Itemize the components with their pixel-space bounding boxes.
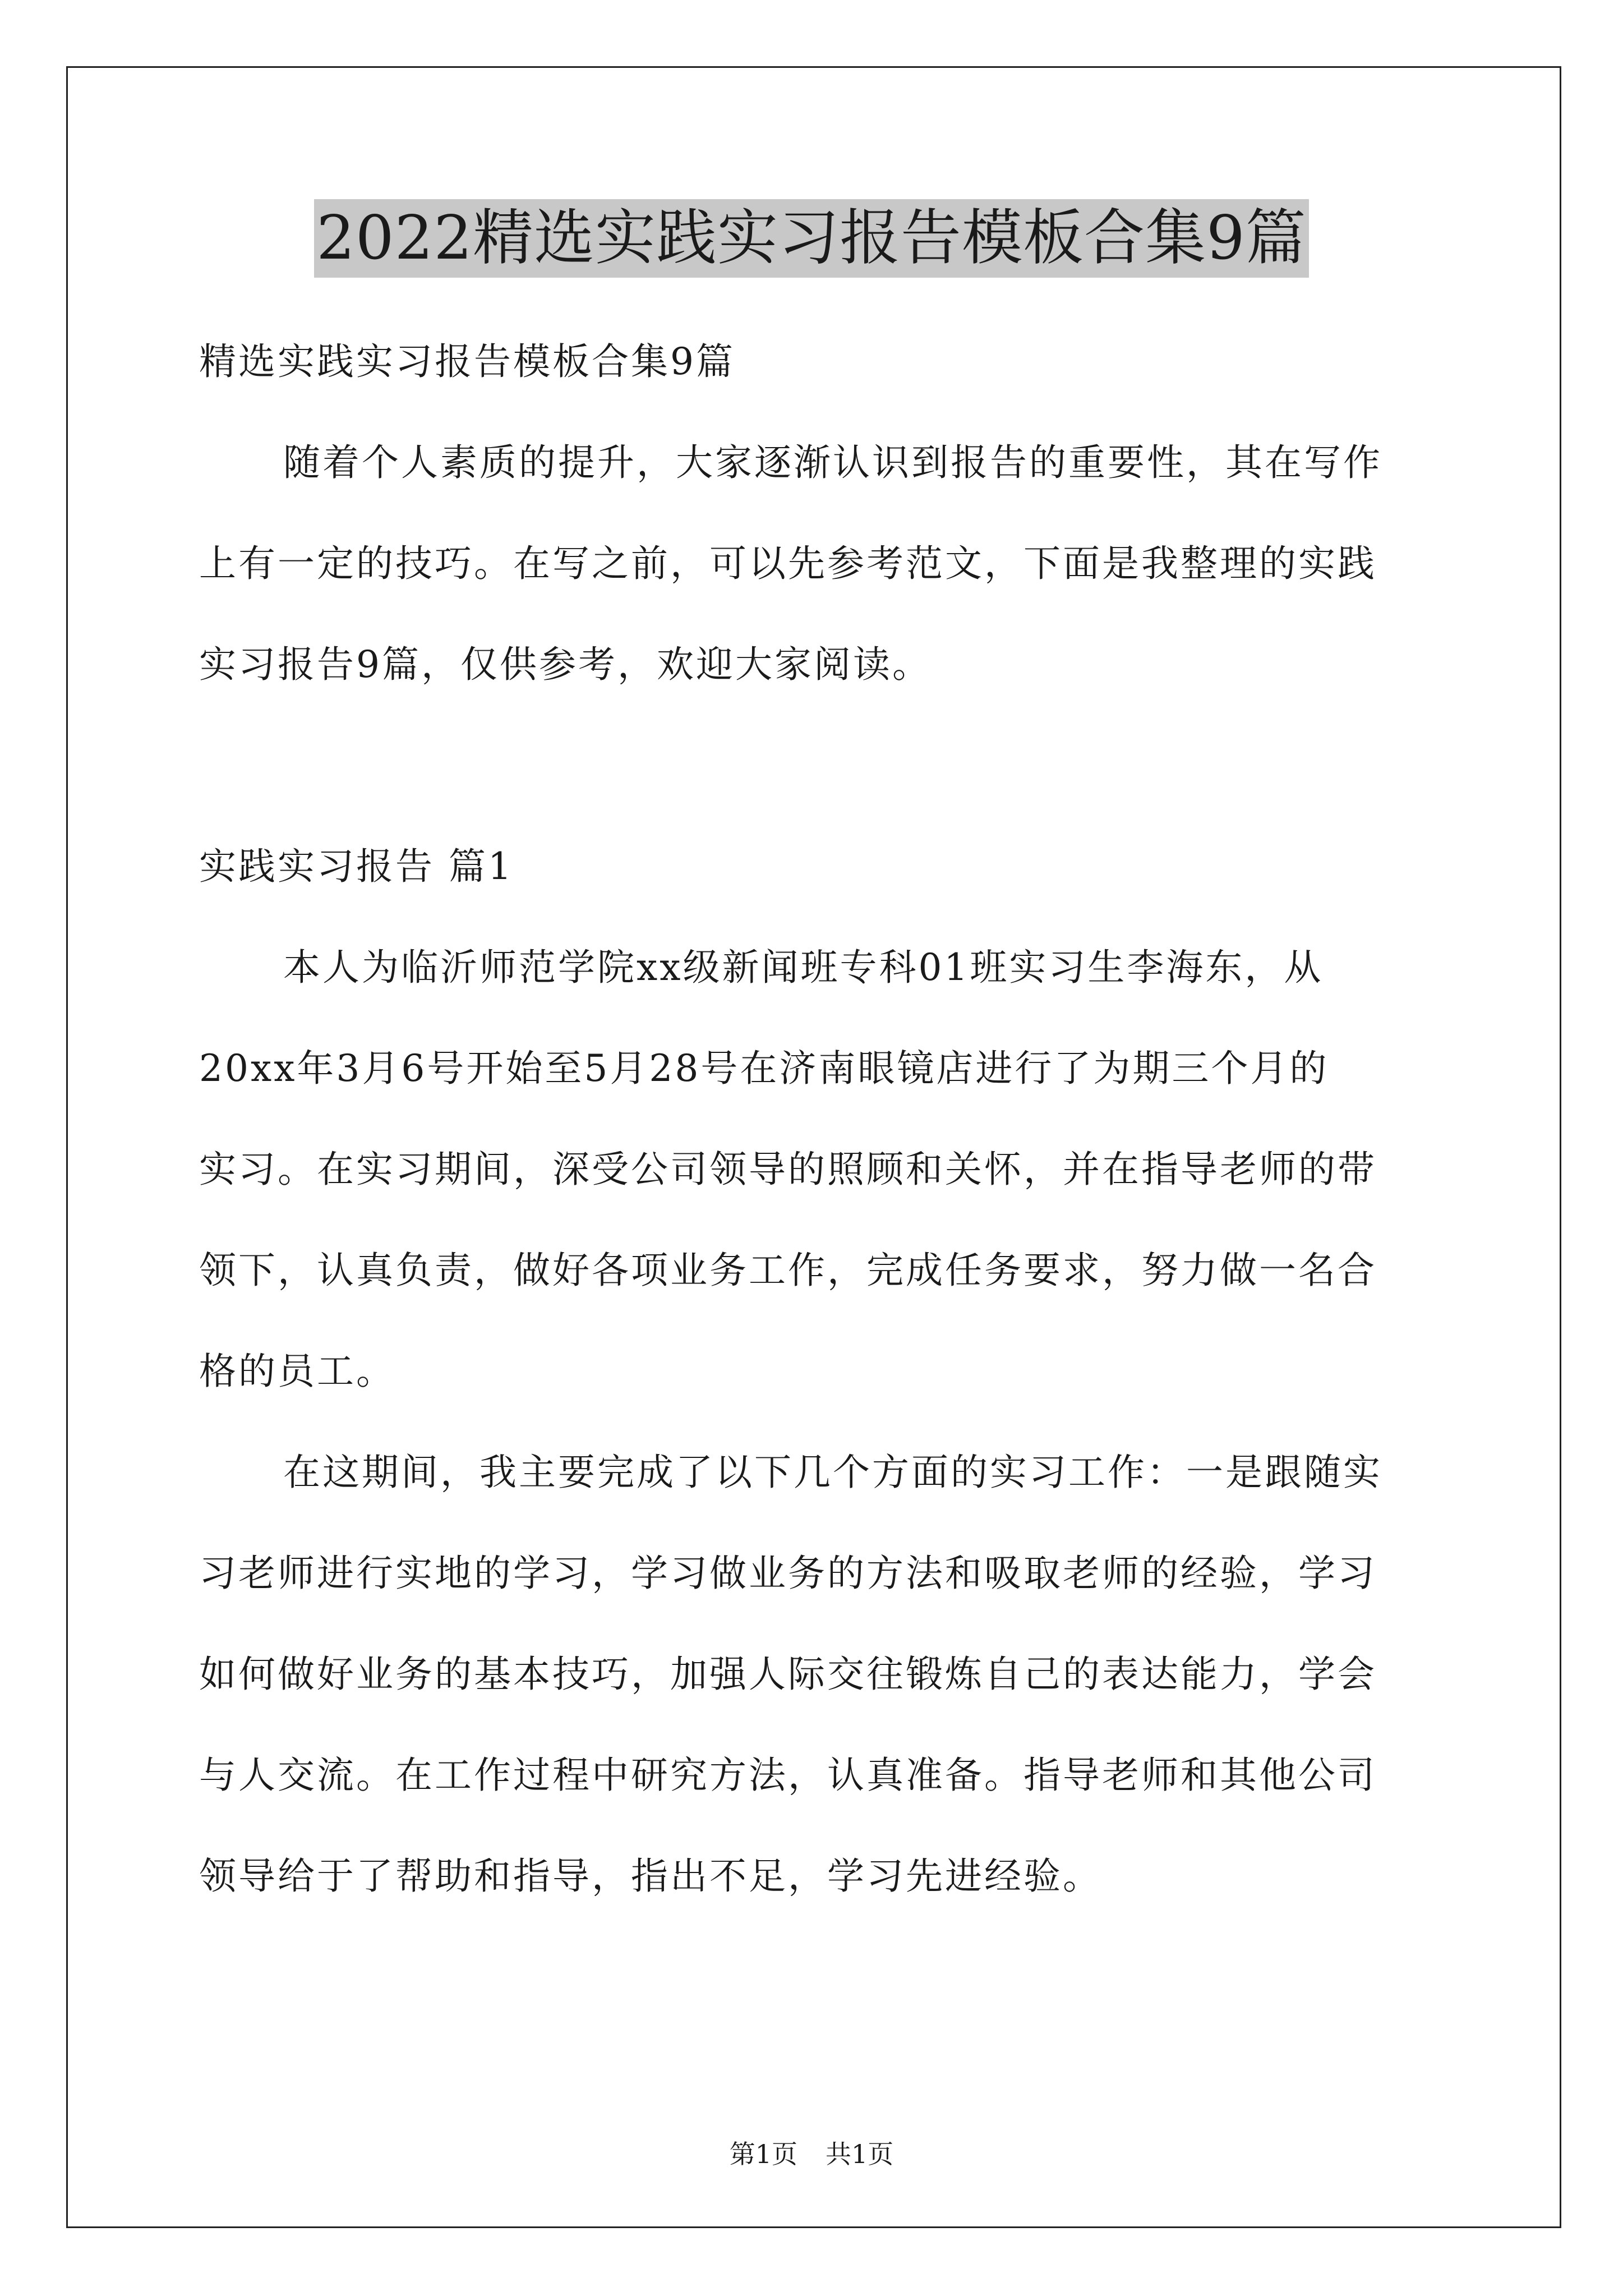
title-container [0, 199, 1623, 278]
paragraph1-line: 领下，认真负责，做好各项业务工作，完成任务要求，努力做一名合 [199, 1249, 1377, 1292]
paragraph2-line: 在这期间，我主要完成了以下几个方面的实习工作：一是跟随实 [283, 1451, 1382, 1494]
paragraph2-line: 习老师进行实地的学习，学习做业务的方法和吸取老师的经验，学习 [199, 1552, 1377, 1595]
page-total: 共1页 [826, 2139, 894, 2169]
paragraph2-line: 领导给于了帮助和指导，指出不足，学习先进经验。 [199, 1855, 1102, 1898]
page-footer [0, 2137, 1623, 2171]
paragraph1-line: 20xx年3月6号开始至5月28号在济南眼镜店进行了为期三个月的 [199, 1047, 1329, 1090]
paragraph1-line: 格的员工。 [199, 1350, 395, 1393]
document-title: 2022精选实践实习报告模板合集9篇 [314, 199, 1309, 278]
intro-line: 实习报告9篇，仅供参考，欢迎大家阅读。 [199, 643, 932, 686]
paragraph1-line: 实习。在实习期间，深受公司领导的照顾和关怀，并在指导老师的带 [199, 1148, 1377, 1191]
section-heading: 实践实习报告 篇1 [199, 845, 514, 888]
paragraph1-line: 本人为临沂师范学院xx级新闻班专科01班实习生李海东，从 [283, 946, 1324, 989]
intro-line: 上有一定的技巧。在写之前，可以先参考范文，下面是我整理的实践 [199, 542, 1377, 585]
paragraph2-line: 与人交流。在工作过程中研究方法，认真准备。指导老师和其他公司 [199, 1754, 1377, 1797]
page-number: 第1页 [729, 2139, 797, 2169]
paragraph2-line: 如何做好业务的基本技巧，加强人际交往锻炼自己的表达能力，学会 [199, 1653, 1377, 1696]
document-subtitle: 精选实践实习报告模板合集9篇 [199, 340, 735, 383]
intro-line: 随着个人素质的提升，大家逐渐认识到报告的重要性，其在写作 [283, 441, 1382, 484]
section-spacer [199, 715, 1433, 816]
document-body [199, 311, 1433, 1927]
